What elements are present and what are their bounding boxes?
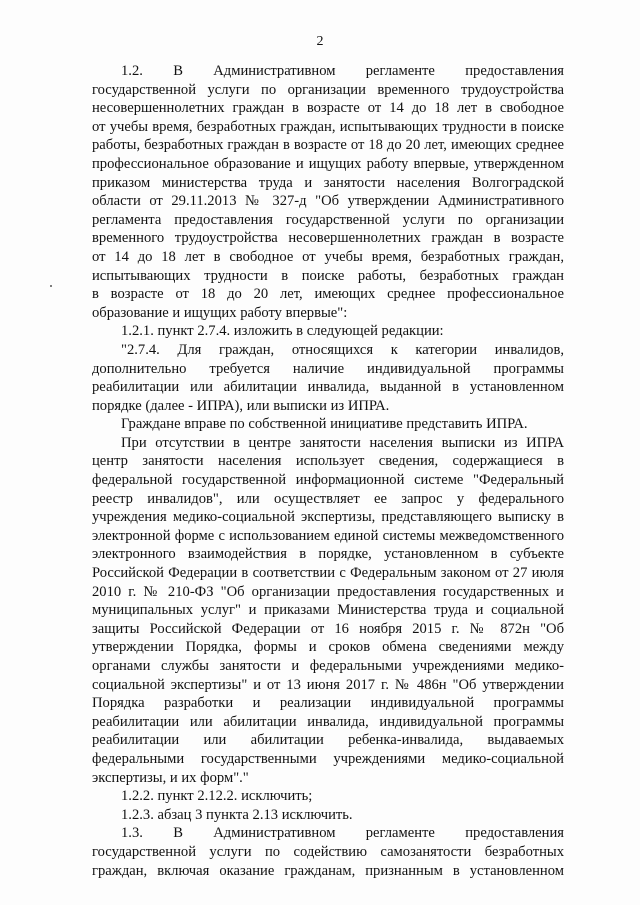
scan-speck bbox=[50, 285, 52, 287]
text-line: утверждении Порядка, формы и сроков обмена сведениями между bbox=[92, 639, 564, 656]
document-body bbox=[92, 62, 564, 880]
page-number: 2 bbox=[316, 34, 324, 49]
text-line: 1.3. В Административном регламенте предоставления bbox=[121, 825, 564, 842]
text-line: реабилитации или абилитации ребенка-инвалида, выдаваемых bbox=[92, 732, 564, 749]
text-line: При отсутствии в центре занятости населения выписки из ИПРА bbox=[121, 434, 564, 451]
text-line: реабилитации или абилитации инвалида, выданной в установленном bbox=[92, 379, 564, 396]
text-line: реестр инвалидов", или осуществляет ее запрос у федерального bbox=[92, 490, 564, 507]
text-line: Порядка разработки и реализации индивидуальной программы bbox=[92, 695, 564, 712]
text-line: приказом министерства труда и занятости населения Волгоградской bbox=[92, 174, 564, 191]
text-line: области от 29.11.2013 № 327-д "Об утверждении Административного bbox=[92, 193, 564, 210]
text-line: органами службы занятости и федеральными учреждениями медико- bbox=[92, 658, 564, 674]
text-line: дополнительно требуется наличие индивидуальной программы bbox=[92, 360, 564, 377]
text-line: 1.2. В Административном регламенте предоставления bbox=[121, 63, 564, 79]
text-line: федеральной государственной информационной системе "Федеральный bbox=[92, 472, 564, 489]
text-line: профессиональное образование и ищущих работу впервые, утвержденном bbox=[92, 155, 564, 172]
text-line: от 14 до 18 лет в свободное от учебы время, безработных граждан, bbox=[92, 248, 564, 265]
text-line: от учебы время, безработных граждан, испытывающих трудности в поиске bbox=[92, 118, 564, 135]
text-line: граждан, включая оказание гражданам, признанным в установленном bbox=[92, 862, 564, 879]
text-line: учреждения медико-социальной экспертизы, представляющего выписку в bbox=[92, 509, 564, 526]
text-line: центр занятости населения использует сведения, содержащиеся в bbox=[92, 453, 564, 470]
text-line: федеральными государственными учреждениями медико-социальной bbox=[92, 750, 564, 767]
text-line: государственной услуги по содействию самозанятости безработных bbox=[92, 843, 564, 860]
text-line: порядке (далее - ИПРА), или выписки из ИПРА. bbox=[92, 397, 390, 414]
text-line: регламента предоставления государственной услуги по организации bbox=[92, 211, 564, 228]
text-line: временного трудоустройства несовершеннолетних граждан в возрасте bbox=[92, 230, 564, 247]
text-line: 1.2.2. пункт 2.12.2. исключить; bbox=[121, 788, 313, 805]
text-line: несовершеннолетних граждан в возрасте от 14 до 18 лет в свободное bbox=[92, 100, 564, 117]
text-line: 2010 г. № 210-ФЗ "Об организации предоставления государственных и bbox=[92, 583, 564, 600]
text-line: "2.7.4. Для граждан, относящихся к категории инвалидов, bbox=[121, 341, 564, 358]
text-line: социальной экспертизы" и от 13 июня 2017 г. № 486н "Об утверждении bbox=[92, 676, 564, 693]
text-line: муниципальных услуг" и приказами Министерства труда и социальной bbox=[92, 602, 564, 619]
text-line: защиты Российской Федерации от 16 ноября 2015 г. № 872н "Об bbox=[92, 620, 564, 637]
text-line: испытывающих трудности в поиске работы, безработных граждан bbox=[92, 267, 564, 284]
text-line: электронной форме с использованием единой системы межведомственного bbox=[92, 527, 564, 544]
text-line: образование и ищущих работу впервые": bbox=[92, 304, 348, 321]
text-line: Российской Федерации в соответствии с Федеральным законом от 27 июля bbox=[92, 565, 564, 582]
text-line: работы, безработных граждан в возрасте от 18 до 20 лет, имеющих среднее bbox=[92, 137, 564, 154]
text-line: 1.2.1. пункт 2.7.4. изложить в следующей редакции: bbox=[121, 323, 444, 340]
text-line: экспертизы, и их форм"." bbox=[92, 769, 249, 786]
text-line: Граждане вправе по собственной инициативе представить ИПРА. bbox=[121, 416, 528, 433]
text-line: 1.2.3. абзац 3 пункта 2.13 исключить. bbox=[121, 806, 353, 823]
text-line: электронного взаимодействия в порядке, установленном в субъекте bbox=[92, 546, 564, 563]
text-line: в возрасте от 18 до 20 лет, имеющих среднее профессиональное bbox=[92, 286, 564, 303]
text-line: государственной услуги по организации временного трудоустройства bbox=[92, 81, 564, 98]
text-line: реабилитации или абилитации инвалида, индивидуальной программы bbox=[92, 713, 564, 730]
